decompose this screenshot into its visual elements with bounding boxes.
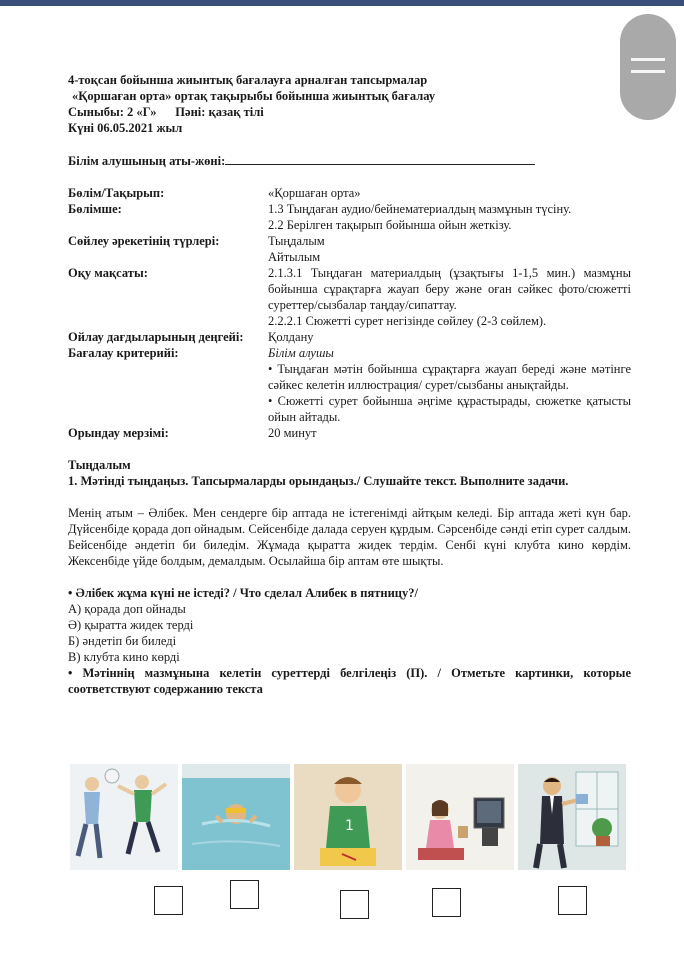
meta-label: Бағалау критерийі: bbox=[68, 346, 179, 360]
meta-value: Қолдану bbox=[268, 330, 314, 344]
meta-value-line: 2.1.3.1 Тыңдаған материалдың (ұзақтығы 1-1,5 мин.) мазмұны бойынша сұрақтарға жауап беру және оған сәйкес фото/сюжетті суреттер/сызбалар таңдау/сипаттау. bbox=[268, 266, 631, 312]
meta-value-line: 2.2.2.1 Сюжетті сурет негізінде сөйлеу (2-3 сөйлем). bbox=[268, 314, 547, 328]
meta-label: Оқу мақсаты: bbox=[68, 266, 148, 280]
meta-row-criteria bbox=[68, 345, 631, 425]
meta-label: Бөлім/Тақырып: bbox=[68, 186, 165, 200]
picture-boy-swimming bbox=[182, 764, 290, 870]
header-line-3: Сыныбы: 2 «Г» Пәні: қазақ тілі bbox=[68, 105, 264, 119]
header-line-1: 4-тоқсан бойынша жиынтық бағалауға арналған тапсырмалар bbox=[68, 73, 428, 87]
option-ae[interactable]: Ә) қыратта жидек терді bbox=[68, 618, 194, 632]
meta-row-thinking bbox=[68, 329, 631, 345]
meta-row-time bbox=[68, 425, 631, 441]
option-a[interactable]: А) қорада доп ойнады bbox=[68, 602, 186, 616]
listening-section bbox=[68, 457, 631, 489]
meta-value bbox=[268, 345, 631, 425]
meta-value: 20 минут bbox=[268, 426, 317, 440]
question-1 bbox=[68, 585, 631, 697]
header-line-4: Күні 06.05.2021 жыл bbox=[68, 121, 183, 135]
student-name-label: Білім алушының аты-жөні: bbox=[68, 154, 226, 168]
meta-label: Орындау мерзімі: bbox=[68, 426, 169, 440]
meta-row-subsection bbox=[68, 201, 631, 233]
task-1-instruction: 1. Мәтінді тыңдаңыз. Тапсырмаларды орындаңыз./ Слушайте текст. Выполните задачи. bbox=[68, 474, 569, 488]
question-1-text: • Әлібек жұма күні не істеді? / Что сделал Алибек в пятницу?/ bbox=[68, 586, 418, 600]
meta-row-speech bbox=[68, 233, 631, 265]
answer-box-2[interactable] bbox=[230, 880, 259, 909]
meta-value-line: Тыңдалым bbox=[268, 234, 325, 248]
meta-label: Сөйлеу әрекетінің түрлері: bbox=[68, 234, 220, 248]
meta-table bbox=[68, 185, 631, 441]
option-v[interactable]: В) клубта кино көрді bbox=[68, 650, 180, 664]
answer-box-5[interactable] bbox=[558, 886, 587, 915]
student-name-field[interactable] bbox=[225, 152, 535, 165]
meta-value-line: • Тыңдаған мәтін бойынша сұрақтарға жауап береді және мәтінге сәйкес келетін иллюстрация/ сурет/сызбаны анықтайды. bbox=[268, 362, 631, 392]
boy-swimming-icon bbox=[182, 764, 290, 870]
meta-value-line: • Сюжетті сурет бойынша әңгіме құрастырады, сюжетке қатысты ойын айтады. bbox=[268, 394, 631, 424]
picture-strip bbox=[70, 764, 626, 870]
girl-watching-tv-icon bbox=[406, 764, 514, 870]
picture-man-watering-plant bbox=[518, 764, 626, 870]
picture-girl-watching-tv bbox=[406, 764, 514, 870]
meta-label: Бөлімше: bbox=[68, 202, 122, 216]
boys-playing-ball-icon bbox=[70, 764, 178, 870]
man-watering-plant-icon bbox=[518, 764, 626, 870]
option-b[interactable]: Б) әндетіп би биледі bbox=[68, 634, 177, 648]
meta-value bbox=[268, 201, 631, 233]
answer-box-3[interactable] bbox=[340, 890, 369, 919]
meta-label: Ойлау дағдыларының деңгейі: bbox=[68, 330, 244, 344]
answer-box-4[interactable] bbox=[432, 888, 461, 917]
worksheet bbox=[68, 72, 631, 697]
meta-row-goal bbox=[68, 265, 631, 329]
handle-line bbox=[631, 58, 665, 61]
answer-box-1[interactable] bbox=[154, 886, 183, 915]
student-name-row bbox=[68, 152, 631, 169]
meta-value: «Қоршаған орта» bbox=[268, 186, 361, 200]
picture-boys-playing-ball bbox=[70, 764, 178, 870]
meta-value-line: 1.3 Тыңдаған аудио/бейнематериалдың мазмұнын түсіну. bbox=[268, 202, 572, 216]
meta-value-line: Айтылым bbox=[268, 250, 321, 264]
question-1-options bbox=[68, 601, 631, 665]
svg-text:1: 1 bbox=[345, 818, 354, 834]
listening-heading: Тыңдалым bbox=[68, 458, 131, 472]
question-2-text: • Мәтіннің мазмұнына келетін суреттерді белгілеңіз (П). / Отметьте картинки, которые соответствуют содержанию текста bbox=[68, 666, 631, 696]
picture-boy-drawing bbox=[294, 764, 402, 870]
meta-value bbox=[268, 233, 631, 265]
listening-text: Менің атым – Әлібек. Мен сендерге бір аптада не істегенімді айтқым келеді. Бір аптада жеті күн бар. Дүйсенбіде қорада доп ойнадым. Сейсенбіде далада серуен құрдым. Сәрсенбіде сәнді етіп сурет салдым. Бейсенбіде әндетіп би биледім. Жұмада қыратта жидек тердім. Сенбі күні клубта кино көрдім. Жексенбіде үйде болдым, демалдым. Осылайша бір аптам өте шықты. bbox=[68, 506, 631, 568]
top-border bbox=[0, 0, 684, 6]
meta-value-line: Білім алушы bbox=[268, 346, 334, 360]
boy-drawing-icon bbox=[294, 764, 402, 870]
meta-value bbox=[268, 265, 631, 329]
header bbox=[68, 72, 631, 136]
handle-line bbox=[631, 70, 665, 73]
meta-value-line: 2.2 Берілген тақырып бойынша ойын жеткізу. bbox=[268, 218, 512, 232]
header-line-2: «Қоршаған орта» ортақ тақырыбы бойынша жиынтық бағалау bbox=[72, 89, 436, 103]
meta-row-section bbox=[68, 185, 631, 201]
scroll-handle[interactable] bbox=[620, 14, 676, 120]
